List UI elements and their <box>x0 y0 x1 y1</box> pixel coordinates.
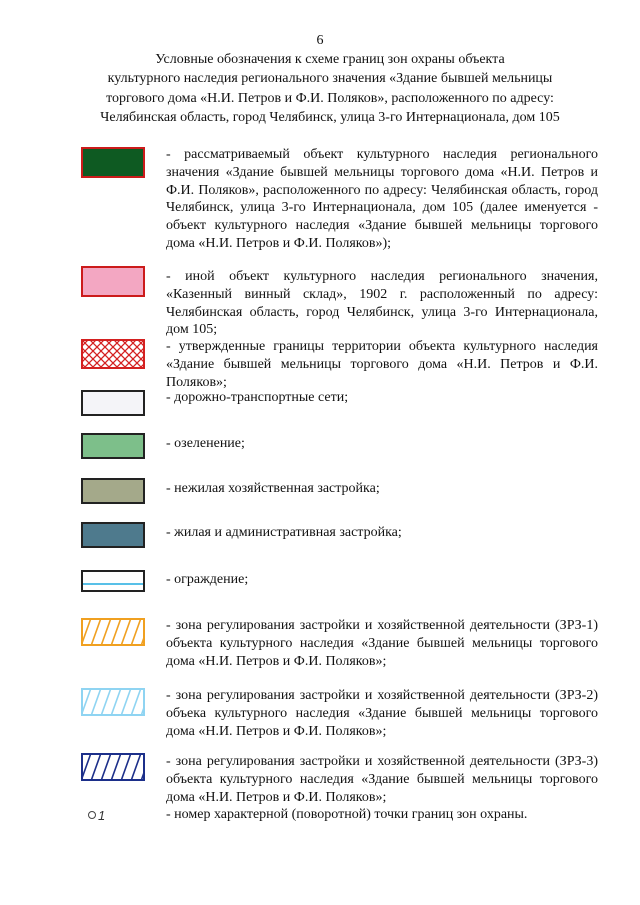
legend-text-residential: - жилая и административная застройка; <box>166 525 402 540</box>
territory-hatch-swatch <box>81 339 145 369</box>
legend-text-territory: - утвержденные границы территории объекта культурного наследия «Здание бывшей мельницы торгового дома «Н.И. Петров и Ф.И. Поляков»; <box>166 339 598 390</box>
title-line: Условные обозначения к схеме границ зон охраны объекта <box>155 52 505 67</box>
title-line: Челябинская область, город Челябинск, улица 3-го Интернационала, дом 105 <box>100 109 560 125</box>
legend-text-nonresidential: - нежилая хозяйственная застройка; <box>166 481 380 496</box>
legend-text-other-object: - иной объект культурного наследия регионального значения, «Казенный винный склад», 1902 г. расположенный по адресу: Челябинская область, город Челябинск, улица 3-го Интернационала, дом 105; <box>166 269 598 338</box>
title-line: культурного наследия регионального значения «Здание бывшей мельницы <box>107 71 553 87</box>
boundary-point-marker <box>88 808 105 823</box>
legend-text-fence: - ограждение; <box>166 572 249 587</box>
zrz2-hatch-swatch <box>81 688 145 716</box>
legend-text-zrz2: - зона регулирования застройки и хозяйственной деятельности (ЗРЗ-2) объека культурного наследия «Здание бывшей мельницы торгового дома «Н.И. Петров и Ф.И. Поляков»; <box>166 688 598 739</box>
document-title <box>60 50 600 127</box>
legend-text-point: - номер характерной (поворотной) точки границ зон охраны. <box>166 807 528 822</box>
legend-text-zrz1: - зона регулирования застройки и хозяйственной деятельности (ЗРЗ-1) объекта культурного наследия «Здание бывшей мельницы торгового дома «Н.И. Петров и Ф.И. Поляков»; <box>166 618 598 669</box>
greenery-swatch <box>81 433 145 459</box>
legend-text-roads: - дорожно-транспортные сети; <box>166 390 349 405</box>
title-line: торгового дома «Н.И. Петров и Ф.И. Поляков», расположенного по адресу: <box>106 90 554 106</box>
zrz3-hatch-swatch <box>81 753 145 781</box>
legend-text-greenery: - озеленение; <box>166 436 245 451</box>
point-circle-icon <box>88 811 96 819</box>
legend-text-object: - рассматриваемый объект культурного наследия регионального значения «Здание бывшей мельницы торгового дома «Н.И. Петров и Ф.И. Поляков», расположенного по адресу: Челябинская область, город Челябинск, улица 3-го Интернационала, дом 105 (далее именуется - объект культурного наследия «Здание бывшей мельницы торгового дома «Н.И. Петров и Ф.И. Поляков»); <box>166 147 598 251</box>
zrz1-hatch-swatch <box>81 618 145 646</box>
fence-swatch <box>81 570 145 592</box>
legend-text-zrz3: - зона регулирования застройки и хозяйственной деятельности (ЗРЗ-3) объекта культурного наследия «Здание бывшей мельницы торгового дома «Н.И. Петров и Ф.И. Поляков»; <box>166 754 598 805</box>
residential-swatch <box>81 522 145 548</box>
object-swatch <box>81 147 145 178</box>
roads-swatch <box>81 390 145 416</box>
other-object-swatch <box>81 266 145 297</box>
point-number: 1 <box>98 808 106 823</box>
nonresidential-swatch <box>81 478 145 504</box>
page-number: 6 <box>316 33 324 48</box>
